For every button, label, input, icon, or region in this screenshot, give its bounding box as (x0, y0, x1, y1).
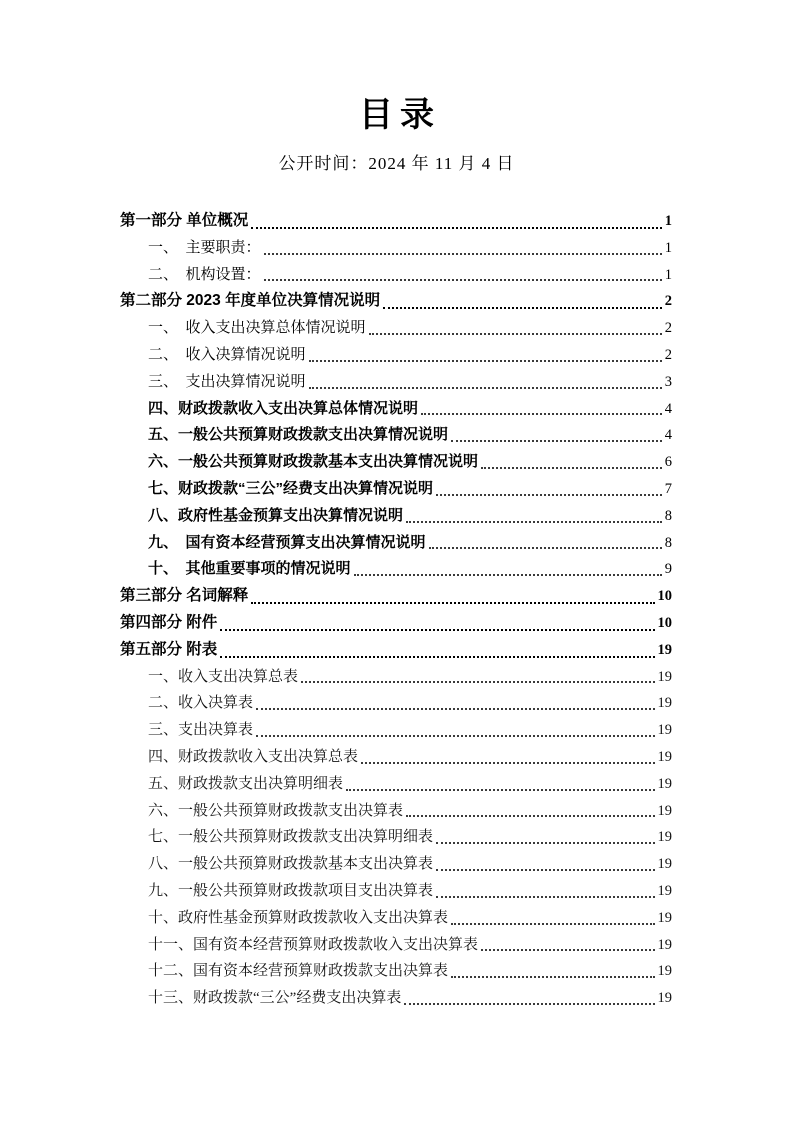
toc-entry-label: 十一、国有资本经营预算财政拨款收入支出决算表 (148, 936, 479, 953)
toc-entry-label: 十、政府性基金预算财政拨款收入支出决算表 (148, 909, 449, 926)
toc-page-number: 19 (657, 990, 672, 1007)
toc-page-number: 2 (664, 320, 672, 337)
toc-page-number: 19 (657, 856, 672, 873)
toc-dot-leader (217, 610, 657, 637)
toc-entry-label: 十三、财政拨款“三公”经费支出决算表 (148, 990, 402, 1007)
toc-entry-label: 四、财政拨款收入支出决算总表 (148, 748, 359, 765)
toc-dot-leader (418, 396, 665, 423)
toc-dot-leader (298, 664, 657, 691)
toc-dot-leader (403, 798, 657, 825)
toc-entry-label: 三、 支出决算情况说明 (148, 372, 306, 390)
toc-entry-label: 第五部分 附表 (120, 640, 218, 658)
toc-page-number: 2 (664, 293, 672, 310)
toc-entry-label: 七、一般公共预算财政拨款支出决算明细表 (148, 829, 434, 846)
toc-entry[interactable] (120, 771, 672, 798)
toc-entry[interactable] (120, 932, 672, 959)
toc-entry[interactable] (120, 744, 672, 771)
toc-list (120, 208, 672, 1012)
toc-page-number: 19 (657, 936, 672, 953)
toc-dot-leader (401, 985, 657, 1012)
toc-entry-label: 八、一般公共预算财政拨款基本支出决算表 (148, 856, 434, 873)
toc-entry-label: 一、 收入支出决算总体情况说明 (148, 319, 366, 337)
toc-page-number: 1 (664, 266, 672, 283)
toc-entry-label: 十、 其他重要事项的情况说明 (148, 560, 351, 578)
publish-date: 公开时间：2024 年 11 月 4 日 (278, 154, 515, 173)
toc-entry[interactable] (120, 315, 672, 342)
toc-entry[interactable] (120, 664, 672, 691)
toc-entry[interactable] (120, 556, 672, 583)
toc-entry-label: 二、收入决算表 (148, 695, 254, 712)
toc-entry-label: 六、一般公共预算财政拨款基本支出决算情况说明 (148, 453, 479, 471)
toc-entry-label: 第三部分 名词解释 (120, 587, 249, 605)
toc-page-number: 6 (664, 454, 672, 471)
toc-page-number: 8 (664, 534, 672, 551)
toc-page-number: 19 (657, 829, 672, 846)
toc-entry[interactable] (120, 824, 672, 851)
toc-entry[interactable] (120, 396, 672, 423)
toc-entry-label: 第二部分 2023 年度单位决算情况说明 (120, 292, 381, 310)
toc-page-number: 19 (657, 775, 672, 792)
toc-page-number: 8 (664, 507, 672, 524)
toc-entry[interactable] (120, 422, 672, 449)
toc-dot-leader (433, 851, 657, 878)
toc-entry[interactable] (120, 369, 672, 396)
toc-entry-label: 五、一般公共预算财政拨款支出决算情况说明 (148, 426, 449, 444)
toc-page-number: 10 (657, 588, 672, 605)
toc-entry[interactable] (120, 610, 672, 637)
toc-dot-leader (380, 288, 665, 315)
toc-entry-label: 九、一般公共预算财政拨款项目支出决算表 (148, 882, 434, 899)
toc-page-number: 9 (664, 561, 672, 578)
toc-dot-leader (448, 422, 665, 449)
toc-dot-leader (217, 637, 657, 664)
toc-page-number: 19 (657, 909, 672, 926)
toc-entry[interactable] (120, 905, 672, 932)
toc-page-number: 19 (657, 802, 672, 819)
toc-page-number: 19 (657, 695, 672, 712)
toc-dot-leader (253, 717, 657, 744)
toc-dot-leader (358, 744, 657, 771)
toc-entry-label: 二、 收入决算情况说明 (148, 345, 306, 363)
toc-entry[interactable] (120, 717, 672, 744)
toc-page-number: 2 (664, 346, 672, 363)
toc-dot-leader (351, 556, 665, 583)
toc-entry-label: 四、财政拨款收入支出决算总体情况说明 (148, 399, 419, 417)
toc-page-number: 19 (657, 722, 672, 739)
toc-entry[interactable] (120, 985, 672, 1012)
toc-page-number: 19 (657, 668, 672, 685)
toc-entry[interactable] (120, 262, 672, 289)
toc-page-number: 1 (664, 213, 672, 229)
toc-dot-leader (433, 824, 657, 851)
toc-page-number: 19 (657, 963, 672, 980)
toc-entry[interactable] (120, 851, 672, 878)
toc-dot-leader (306, 369, 665, 396)
toc-entry-label: 三、支出决算表 (148, 722, 254, 739)
toc-dot-leader (403, 503, 665, 530)
toc-entry-label: 二、 机构设置： (148, 265, 261, 283)
toc-entry-label: 第四部分 附件 (120, 613, 218, 631)
toc-entry[interactable] (120, 583, 672, 610)
toc-dot-leader (478, 932, 657, 959)
toc-entry[interactable] (120, 288, 672, 315)
toc-entry[interactable] (120, 878, 672, 905)
toc-entry[interactable] (120, 690, 672, 717)
toc-entry-label: 第一部分 单位概况 (120, 212, 249, 229)
toc-page-number: 19 (657, 882, 672, 899)
toc-page-number: 10 (657, 614, 672, 631)
toc-dot-leader (343, 771, 657, 798)
toc-entry-label: 六、一般公共预算财政拨款支出决算表 (148, 802, 404, 819)
toc-dot-leader (261, 235, 665, 262)
toc-dot-leader (261, 262, 665, 289)
toc-page-number: 7 (664, 480, 672, 497)
toc-entry[interactable] (120, 449, 672, 476)
toc-entry-label: 八、政府性基金预算支出决算情况说明 (148, 506, 404, 524)
toc-entry[interactable] (120, 208, 672, 235)
toc-dot-leader (248, 583, 657, 610)
toc-dot-leader (248, 208, 664, 235)
toc-dot-leader (306, 342, 665, 369)
toc-entry-label: 九、 国有资本经营预算支出决算情况说明 (148, 533, 426, 551)
toc-dot-leader (426, 530, 665, 557)
toc-entry[interactable] (120, 503, 672, 530)
toc-entry-label: 一、收入支出决算总表 (148, 668, 299, 685)
toc-page-number: 4 (664, 400, 672, 417)
toc-page-number: 4 (664, 427, 672, 444)
toc-entry-label: 十二、国有资本经营预算财政拨款支出决算表 (148, 963, 449, 980)
toc-entry-label: 五、财政拨款支出决算明细表 (148, 775, 344, 792)
toc-entry[interactable] (120, 958, 672, 985)
toc-entry[interactable] (120, 476, 672, 503)
toc-entry[interactable] (120, 798, 672, 825)
toc-dot-leader (433, 476, 665, 503)
toc-dot-leader (253, 690, 657, 717)
toc-entry[interactable] (120, 530, 672, 557)
toc-entry-label: 七、财政拨款“三公”经费支出决算情况说明 (148, 479, 434, 497)
toc-entry[interactable] (120, 342, 672, 369)
toc-page-number: 3 (664, 373, 672, 390)
toc-page-number: 19 (657, 641, 672, 658)
toc-entry-label: 一、 主要职责： (148, 238, 261, 256)
toc-dot-leader (433, 878, 657, 905)
toc-page-number: 1 (664, 239, 672, 256)
toc-entry[interactable] (120, 235, 672, 262)
page-title: 目录 (359, 96, 441, 134)
toc-dot-leader (448, 905, 657, 932)
toc-page-number: 19 (657, 748, 672, 765)
toc-dot-leader (478, 449, 665, 476)
toc-dot-leader (366, 315, 665, 342)
toc-entry[interactable] (120, 637, 672, 664)
toc-dot-leader (448, 958, 657, 985)
